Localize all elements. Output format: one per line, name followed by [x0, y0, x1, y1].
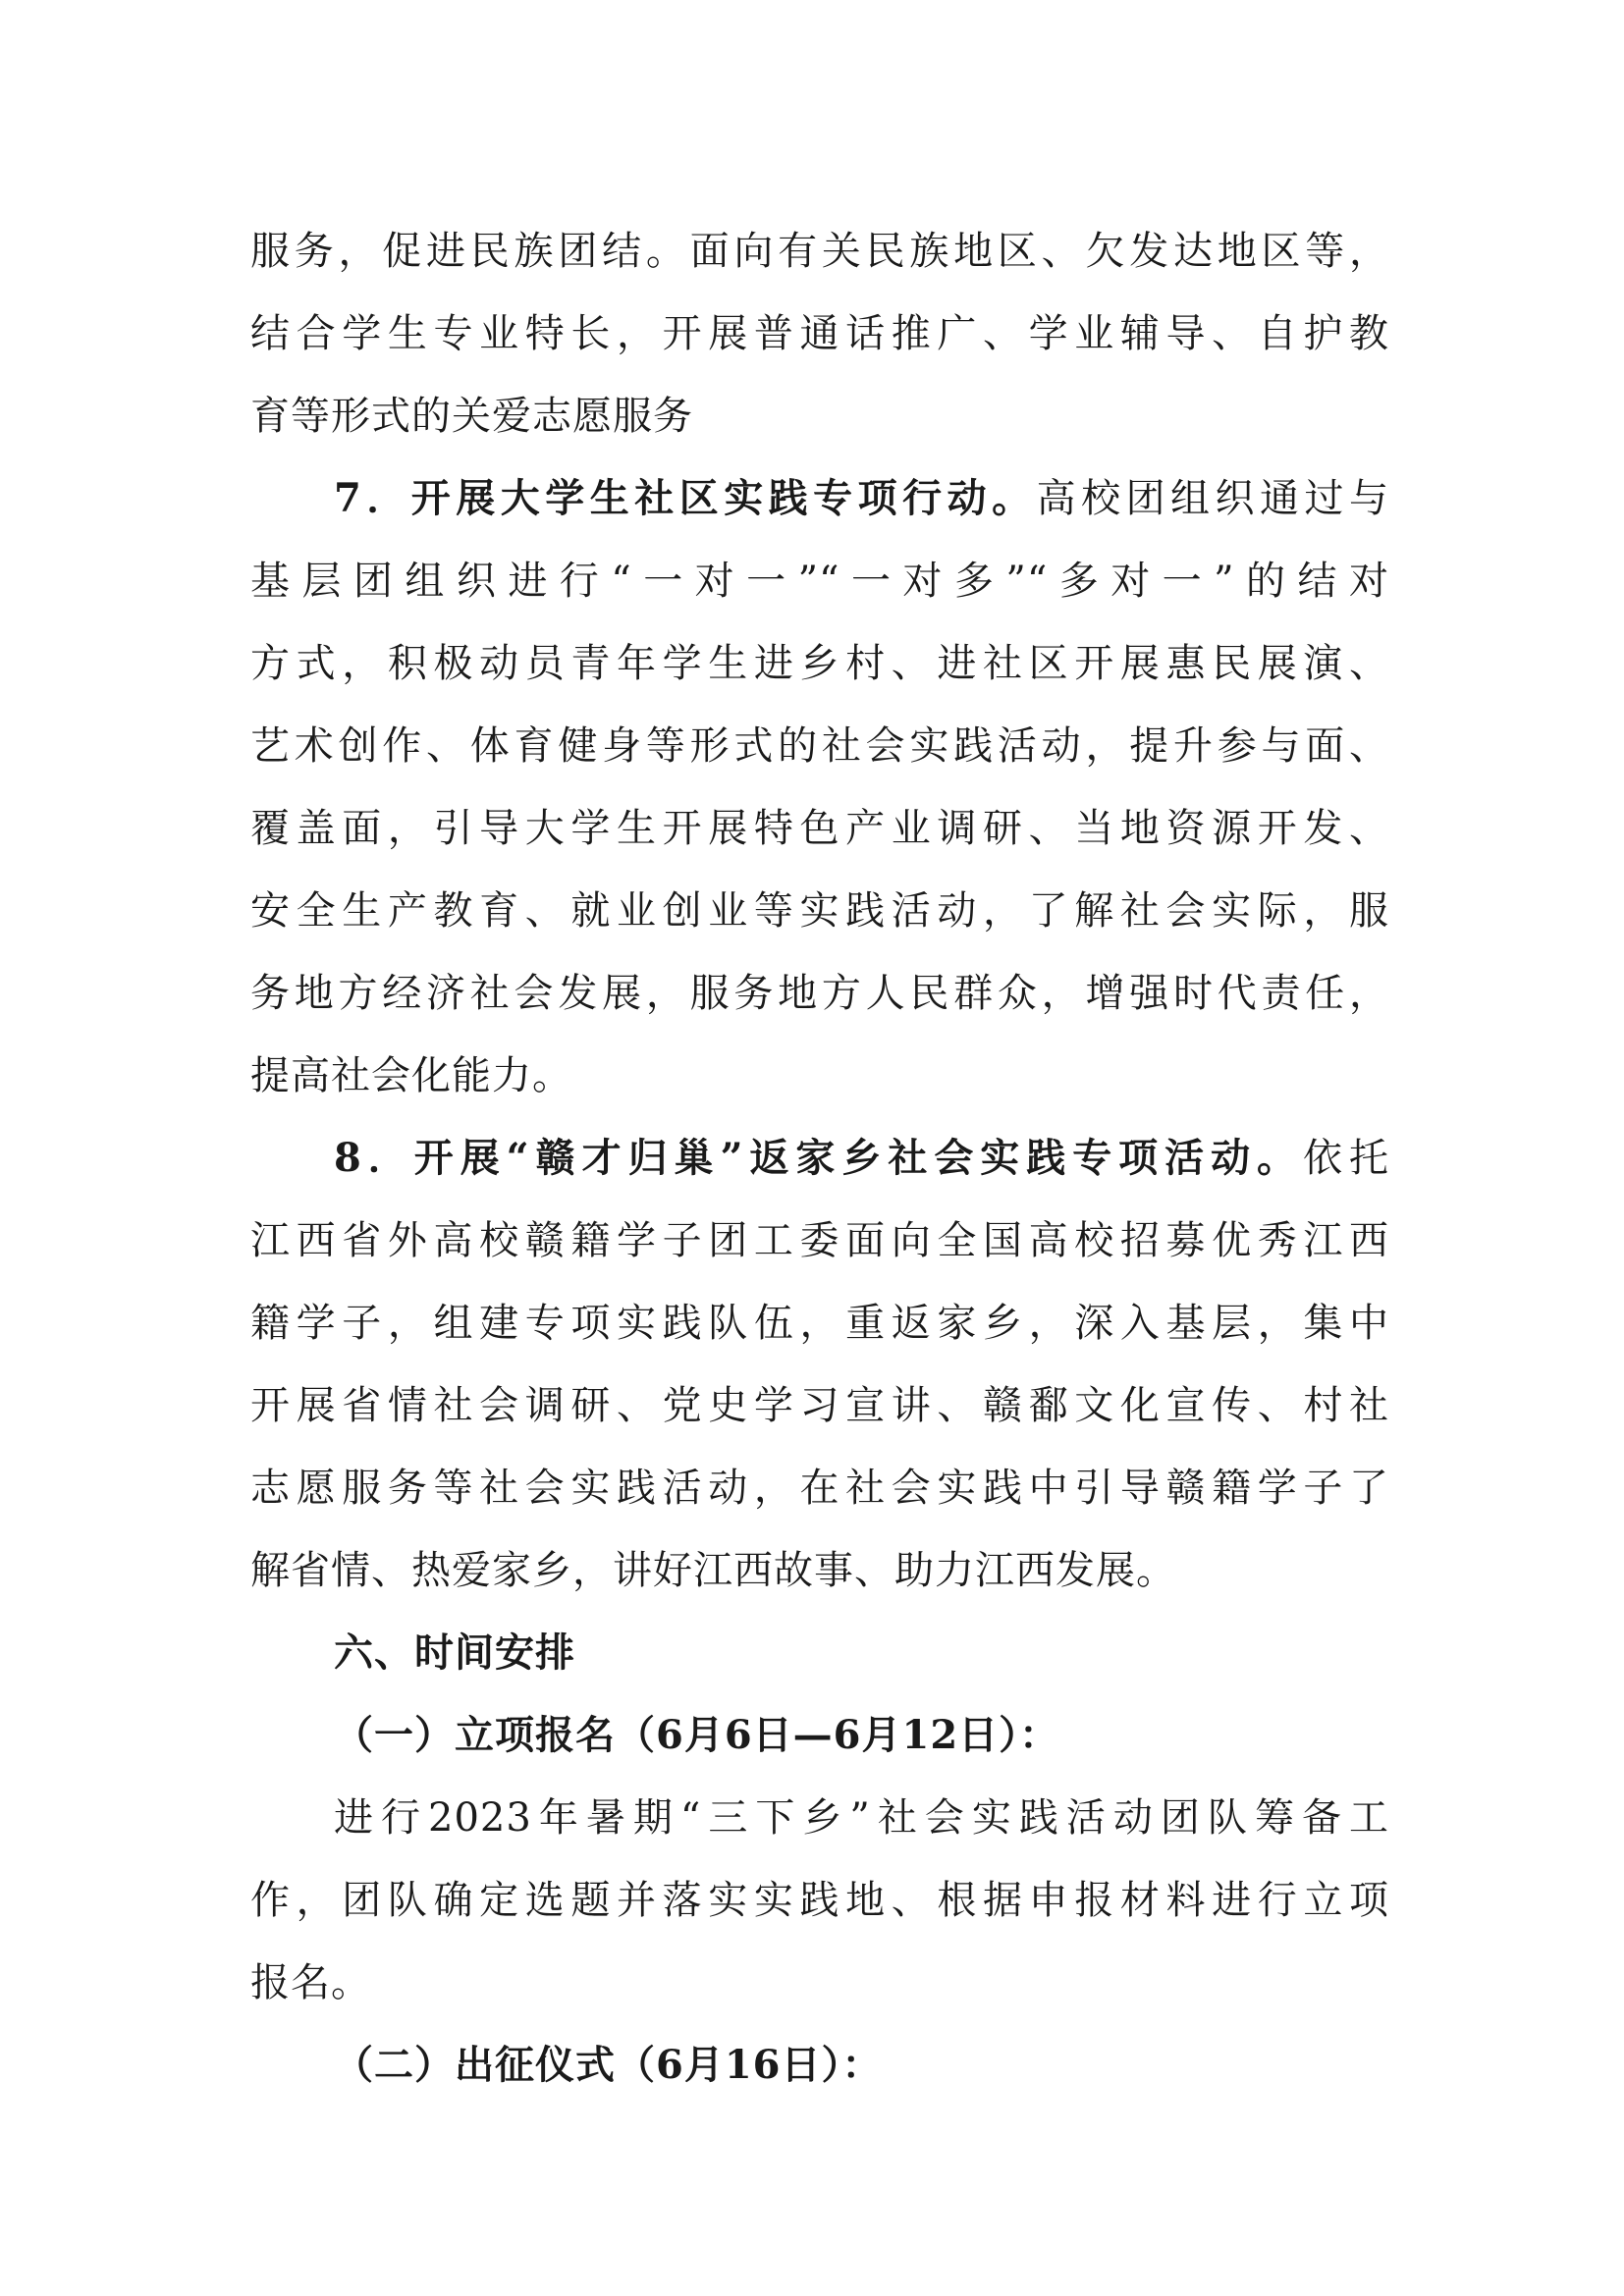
item7-line: 提高社会化能力。: [250, 1053, 572, 1098]
item7-line: 艺术创作、体育健身等形式的社会实践活动，提升参与面、: [250, 723, 1389, 769]
subsection-title: （二）出征仪式（6月16日）：: [334, 2042, 883, 2088]
item7-line: 安全生产教育、就业创业等实践活动，了解社会实际，服: [250, 888, 1389, 934]
item8-line: 解省情、热爱家乡，讲好江西故事、助力江西发展。: [250, 1548, 1176, 1593]
paragraph-line: 结合学生专业特长，开展普通话推广、学业辅导、自护教: [250, 311, 1389, 356]
paragraph-line: 服务，促进民族团结。面向有关民族地区、欠发达地区等，: [250, 229, 1389, 274]
item8-line: 籍学子，组建专项实践队伍，重返家乡，深入基层，集中: [250, 1301, 1389, 1346]
item8-heading: 8．开展“赣才归巢”返家乡社会实践专项活动。: [334, 1135, 1304, 1181]
item7-line: 方式，积极动员青年学生进乡村、进社区开展惠民展演、: [250, 641, 1389, 686]
item7-first-line: [334, 471, 1389, 526]
item8-line: 江西省外高校赣籍学子团工委面向全国高校招募优秀江西: [250, 1218, 1389, 1263]
subsection-line: 进行2023年暑期“三下乡”社会实践活动团队筹备工: [334, 1795, 1389, 1841]
item8-first-text: 依托: [1303, 1136, 1389, 1181]
subsection-line: 作，团队确定选题并落实实践地、根据申报材料进行立项: [250, 1878, 1389, 1923]
item8-first-line: [334, 1131, 1389, 1186]
subsection-title: （一）立项报名（6月6日—6月12日）：: [334, 1712, 1060, 1758]
item8-line: 开展省情社会调研、党史学习宣讲、赣鄱文化宣传、村社: [250, 1383, 1389, 1428]
item7-line: 覆盖面，引导大学生开展特色产业调研、当地资源开发、: [250, 806, 1389, 851]
section-title: 六、时间安排: [334, 1630, 575, 1676]
item7-line: 基层团组织进行“一对一”“一对多”“多对一”的结对: [250, 559, 1389, 604]
item8-line: 志愿服务等社会实践活动，在社会实践中引导赣籍学子了: [250, 1466, 1389, 1511]
subsection-line: 报名。: [250, 1960, 371, 2005]
item7-line: 务地方经济社会发展，服务地方人民群众，增强时代责任，: [250, 971, 1389, 1016]
item7-first-text: 高校团组织通过与: [1036, 476, 1389, 521]
paragraph-line: 育等形式的关爱志愿服务: [250, 394, 693, 439]
item7-heading: 7．开展大学生社区实践专项行动。: [334, 475, 1037, 521]
